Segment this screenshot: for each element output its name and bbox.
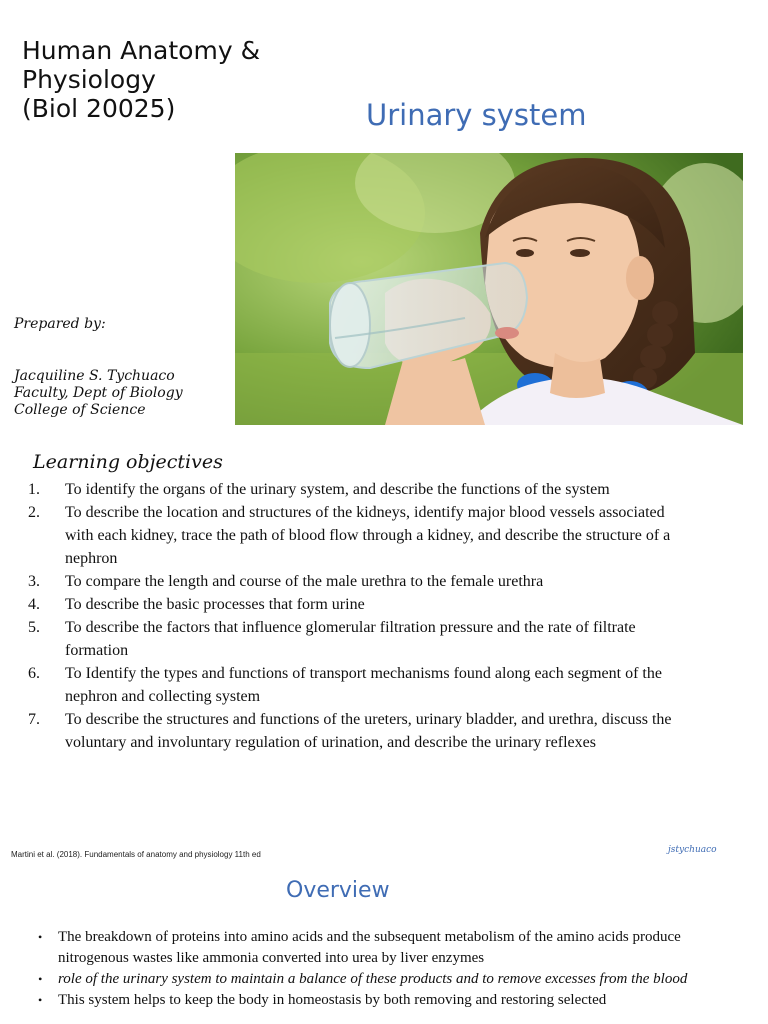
girl-drinking-water-photo: [235, 153, 743, 425]
objective-number: 1.: [28, 481, 40, 498]
objective-number: 3.: [28, 573, 40, 590]
objective-text: To Identify the types and functions of transport mechanisms found along each segment of the nephron and collecting system: [65, 665, 662, 705]
objective-text: To describe the factors that influence glomerular filtration pressure and the rate of filtrate formation: [65, 619, 636, 659]
objective-item: [28, 616, 688, 662]
author-department: Faculty, Dept of Biology: [14, 385, 183, 401]
author-college: College of Science: [14, 402, 146, 418]
objective-text: To identify the organs of the urinary system, and describe the functions of the system: [65, 481, 610, 498]
objective-item: [28, 570, 688, 593]
objective-item: [28, 593, 688, 616]
objective-number: 4.: [28, 596, 40, 613]
prepared-by-label: Prepared by:: [14, 316, 106, 332]
course-title-line: Human Anatomy &: [22, 36, 261, 65]
reference-citation: Martini et al. (2018). Fundamentals of anatomy and physiology 11th ed: [11, 850, 261, 859]
objective-text: To describe the basic processes that form urine: [65, 596, 365, 613]
overview-text: This system helps to keep the body in homeostasis by both removing and restoring selected: [58, 992, 607, 1008]
bullet-icon: •: [38, 930, 43, 944]
learning-objectives-list: [28, 478, 688, 754]
slide-title: Urinary system: [366, 98, 587, 132]
bullet-icon: •: [38, 972, 43, 986]
overview-list: [38, 927, 718, 1011]
objective-text: To describe the location and structures of the kidneys, identify major blood vessels associated with each kidney, trace the path of blood flow through a kidney, and describe the structure of a nephron: [65, 504, 671, 567]
author-info: [14, 368, 183, 419]
objective-item: [28, 478, 688, 501]
objective-item: [28, 662, 688, 708]
overview-item: [38, 969, 718, 990]
objective-item: [28, 501, 688, 570]
overview-heading: Overview: [286, 878, 390, 903]
objective-item: [28, 708, 688, 754]
overview-item: [38, 990, 718, 1011]
overview-text: The breakdown of proteins into amino acids and the subsequent metabolism of the amino acids produce nitrogenous wastes like ammonia converted into urea by liver enzymes: [58, 929, 681, 966]
author-watermark: jstychuaco: [668, 845, 717, 855]
bullet-icon: •: [38, 993, 43, 1007]
objective-number: 6.: [28, 665, 40, 682]
author-name: Jacquiline S. Tychuaco: [14, 368, 175, 384]
objective-text: To compare the length and course of the male urethra to the female urethra: [65, 573, 544, 590]
objective-text: To describe the structures and functions of the ureters, urinary bladder, and urethra, discuss the voluntary and involuntary regulation of urination, and describe the urinary reflexes: [65, 711, 672, 751]
course-title: [22, 36, 260, 123]
objective-number: 2.: [28, 504, 40, 521]
overview-text: role of the urinary system to maintain a balance of these products and to remove excesses from the blood: [58, 971, 688, 987]
course-title-line: Physiology: [22, 65, 156, 94]
overview-item: [38, 927, 718, 969]
learning-objectives-heading: Learning objectives: [33, 451, 223, 473]
objective-number: 7.: [28, 711, 40, 728]
objective-number: 5.: [28, 619, 40, 636]
course-title-line: (Biol 20025): [22, 94, 176, 123]
